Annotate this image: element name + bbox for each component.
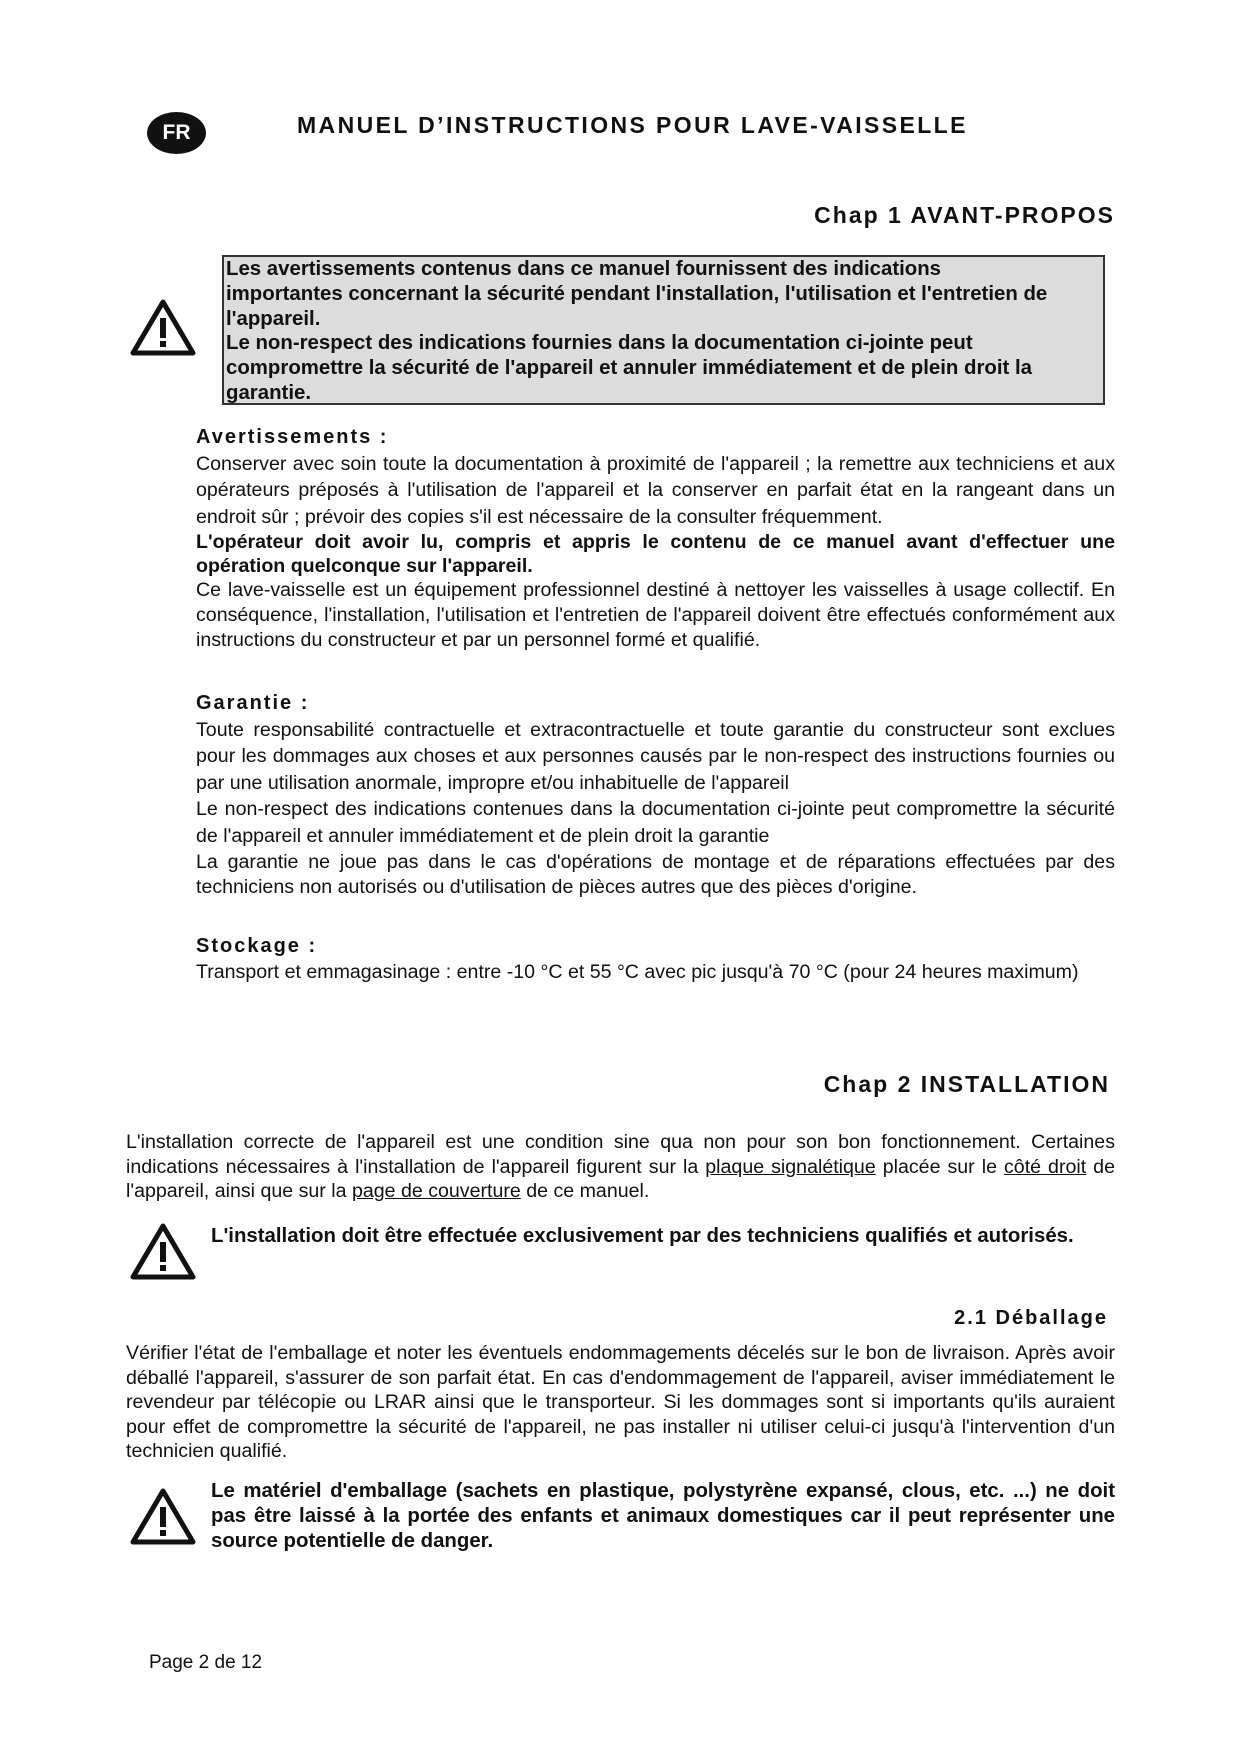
garantie-paragraph-2: Le non-respect des indications contenues dans la documentation ci-jointe peut compromettre la sécurité de l'appareil et annuler immédiatement et de plein droit la garantie: [196, 798, 1115, 847]
intro-text: de ce manuel.: [520, 1180, 650, 1202]
stockage-section: [196, 933, 1115, 984]
intro-text: L'installation correcte de l'appareil est une condition sine qua non pour son bon fonctionnement. Certaines indications nécessaires à l'installation de l'appareil figurent sur la: [126, 1131, 1115, 1178]
installation-intro-paragraph: [126, 1130, 1115, 1204]
cote-droit-link: côté droit: [1004, 1155, 1087, 1178]
installation-warning: L'installation doit être effectuée exclusivement par des techniciens qualifiés et autorisés.: [211, 1225, 1074, 1247]
warning-triangle-icon: [130, 1487, 196, 1545]
avertissements-heading: Avertissements :: [196, 426, 389, 448]
deballage-section: [126, 1341, 1115, 1464]
garantie-paragraph-1: Toute responsabilité contractuelle et extracontractuelle et toute garantie du constructeur sont exclues pour les dommages aux choses et aux personnes causés par le non-respect des instructions fournies ou par une utilisation anormale, impropre et/ou inhabituelle de l'appareil: [196, 718, 1115, 794]
deballage-title: 2.1 Déballage: [954, 1307, 1108, 1329]
warning-line: l'appareil.: [226, 307, 321, 330]
avertissements-paragraph-3: Ce lave-vaisselle est un équipement professionnel destiné à nettoyer les vaisselles à usage collectif. En conséquence, l'installation, l'utilisation et l'entretien de l'appareil doivent être effectués conformément aux instructions du constructeur et par un personnel formé et qualifié.: [196, 579, 1115, 652]
warning-triangle-icon: [130, 1222, 196, 1280]
avertissements-paragraph-1: Conserver avec soin toute la documentation à proximité de l'appareil ; la remettre aux techniciens et aux opérateurs préposés à l'utilisation de l'appareil et la conserver en parfait état en la rangeant dans un endroit sûr ; prévoir des copies s'il est nécessaire de la consulter fréquemment.: [196, 452, 1115, 528]
avertissements-section: [196, 424, 1115, 653]
garantie-paragraph-3: La garantie ne joue pas dans le cas d'opérations de montage et de réparations effectuées par des techniciens non autorisés ou d'utilisation de pièces autres que des pièces d'origine.: [196, 850, 1115, 898]
language-badge: FR: [147, 112, 206, 154]
warning-triangle-icon: [130, 298, 196, 356]
garantie-heading: Garantie :: [196, 692, 310, 714]
page-de-couverture-link: page de couverture: [351, 1180, 521, 1202]
garantie-section: [196, 690, 1115, 900]
intro-text: de l'appareil, ainsi que sur la: [126, 1155, 1115, 1202]
deballage-paragraph: Vérifier l'état de l'emballage et noter les éventuels endommagements décelés sur le bon de livraison. Après avoir déballé l'appareil, s'assurer de son parfait état. En cas d'endommagement de l'appareil, aviser immédiatement le revendeur par télécopie ou LRAR ainsi que le transporteur. Si les dommages sont si importants qu'ils auraient pour effet de compromettre la sécurité de l'appareil, ne pas installer ni utiliser celui-ci jusqu'à l'intervention d'un technicien qualifié.: [126, 1342, 1115, 1462]
stockage-paragraph: Transport et emmagasinage : entre -10 °C et 55 °C avec pic jusqu'à 70 °C (pour 24 heures maximum): [196, 960, 1079, 983]
warning-line: importantes concernant la sécurité pendant l'installation, l'utilisation et l'entretien de: [226, 282, 1048, 305]
stockage-heading: Stockage :: [196, 935, 318, 957]
warning-line: Le non-respect des indications fournies dans la documentation ci-jointe peut: [226, 332, 973, 355]
installation-intro: [126, 1130, 1115, 1204]
safety-warning-box: [222, 255, 1105, 405]
avertissements-paragraph-2: L'opérateur doit avoir lu, compris et appris le contenu de ce manuel avant d'effectuer une opération quelconque sur l'appareil.: [196, 531, 1115, 578]
intro-text: placée sur le: [875, 1155, 1004, 1178]
warning-line: compromettre la sécurité de l'appareil et annuler immédiatement et de plein droit la: [226, 357, 1032, 380]
plaque-signaletique-link: plaque signalétique: [705, 1155, 876, 1178]
warning-line: garantie.: [226, 381, 311, 404]
chapter-2-title: Chap 2 INSTALLATION: [823, 1071, 1110, 1097]
page-number: Page 2 de 12: [149, 1652, 263, 1673]
warning-line: Les avertissements contenus dans ce manuel fournissent des indications: [226, 258, 942, 280]
document-title: MANUEL D’INSTRUCTIONS POUR LAVE-VAISSELLE: [297, 112, 968, 138]
deballage-warning: Le matériel d'emballage (sachets en plastique, polystyrène expansé, clous, etc. ...) ne doit pas être laissé à la portée des enfants et animaux domestiques car il peut représenter une source potentielle de danger.: [211, 1480, 1115, 1552]
chapter-1-title: Chap 1 AVANT-PROPOS: [814, 202, 1115, 228]
